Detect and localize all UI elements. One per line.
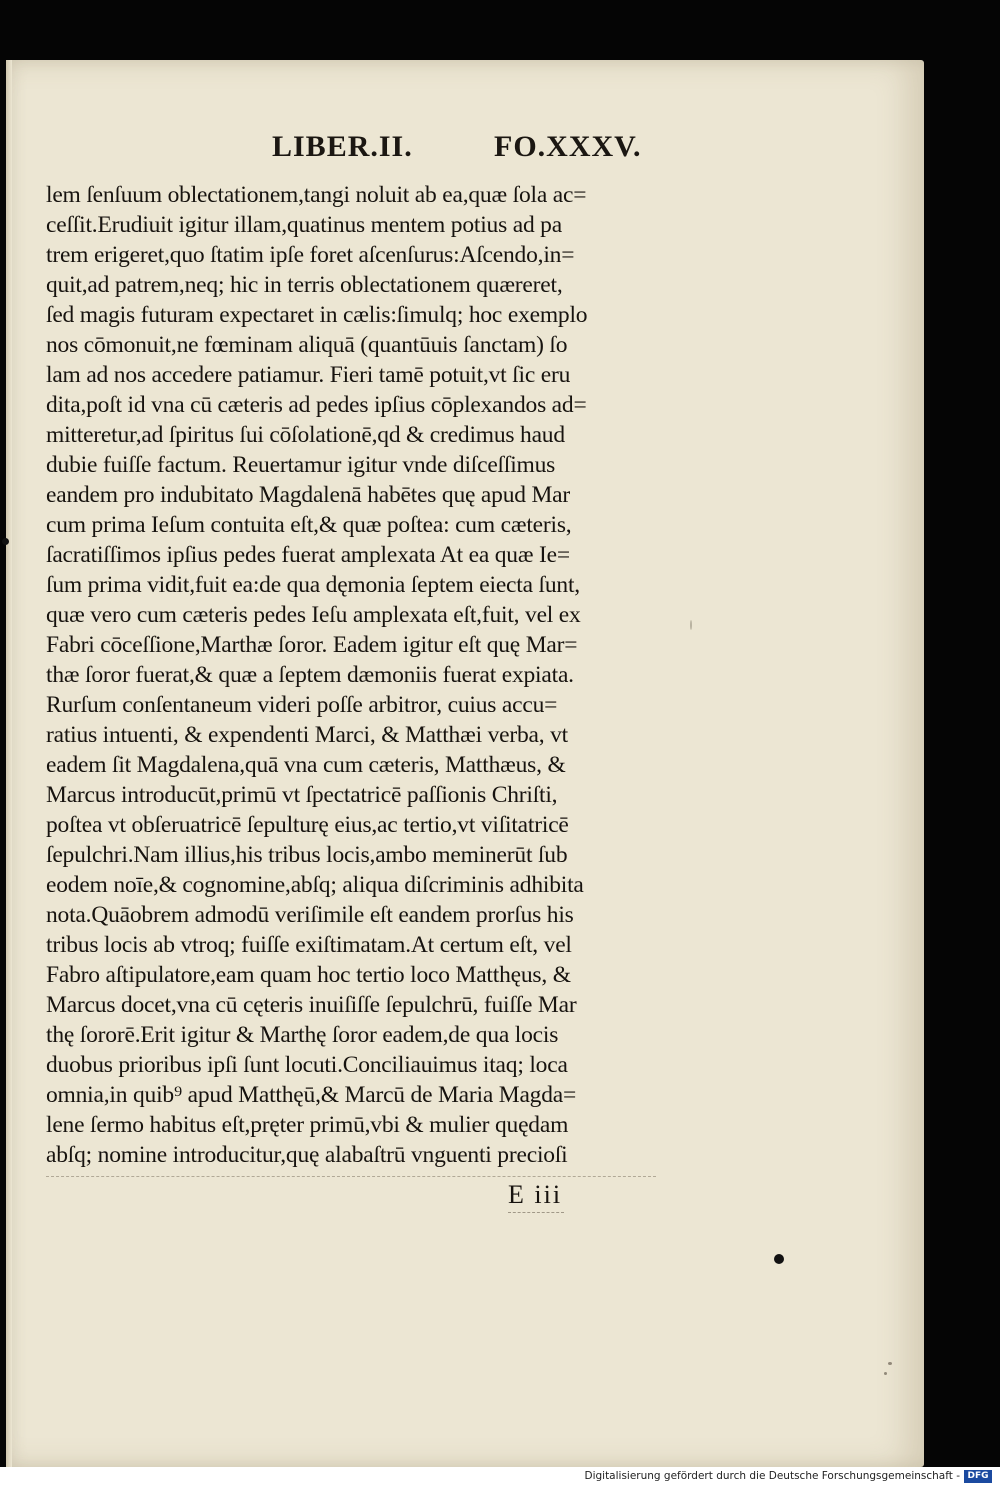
text-line: quæ vero cum cæteris pedes Ieſu amplexata eſt,fuit, vel ex bbox=[46, 602, 581, 628]
text-line: nota.Quāobrem admodū veriſimile eſt eandem prorſus his bbox=[46, 902, 574, 928]
page-gutter bbox=[6, 60, 12, 1467]
paper-speck bbox=[690, 620, 692, 630]
text-line: thę ſororē.Erit igitur & Marthę ſoror eadem,de qua locis bbox=[46, 1022, 559, 1048]
text-line: quit,ad patrem,neq; hic in terris oblectationem quæreret, bbox=[46, 272, 563, 298]
body-text bbox=[46, 180, 658, 1170]
text-line: Fabri cōceſſione,Marthæ ſoror. Eadem igitur eſt quę Mar= bbox=[46, 632, 578, 658]
text-line: omnia,in quib⁹ apud Matthęū,& Marcū de Maria Magda= bbox=[46, 1082, 577, 1108]
text-line: ceſſit.Erudiuit igitur illam,quatinus mentem potius ad pa bbox=[46, 212, 562, 238]
text-line: lem ſenſuum oblectationem,tangi noluit ab ea,quæ ſola ac= bbox=[46, 182, 587, 208]
text-line: tribus locis ab vtroq; fuiſſe exiſtimatam.At certum eſt, vel bbox=[46, 932, 572, 958]
running-head-folio: FO.XXXV. bbox=[494, 130, 642, 163]
text-line: poſtea vt obſeruatricē ſepulturę eius,ac tertio,vt viſitatricē bbox=[46, 812, 569, 838]
running-head bbox=[240, 130, 640, 170]
text-line: Marcus docet,vna cū cęteris inuiſiſſe ſepulchrū, fuiſſe Mar bbox=[46, 992, 577, 1018]
paper-speck bbox=[884, 1372, 887, 1375]
binding-hole-dot bbox=[2, 538, 9, 545]
text-line: Fabro aſtipulatore,eam quam hoc tertio loco Matthęus, & bbox=[46, 962, 571, 988]
text-line: dubie fuiſſe factum. Reuertamur igitur vnde diſceſſimus bbox=[46, 452, 556, 478]
text-line: eadem ſit Magdalena,quā vna cum cæteris, Matthæus, & bbox=[46, 752, 566, 778]
text-line: nos cōmonuit,ne fœminam aliquā (quantūuis ſanctam) ſo bbox=[46, 332, 568, 358]
text-line: ſacratiſſimos ipſius pedes fuerat amplexata At ea quæ Ie= bbox=[46, 542, 570, 568]
text-line: dita,poſt id vna cū cæteris ad pedes ipſius cōplexandos ad= bbox=[46, 392, 587, 418]
text-line: mitteretur,ad ſpiritus ſui cōſolationē,qd & credimus haud bbox=[46, 422, 565, 448]
text-line: ſed magis futuram expectaret in cælis:ſimulq; hoc exemplo bbox=[46, 302, 588, 328]
text-line: ſepulchri.Nam illius,his tribus locis,ambo meminerūt ſub bbox=[46, 842, 568, 868]
ink-dot bbox=[774, 1254, 784, 1264]
text-line: lam ad nos accedere patiamur. Fieri tamē potuit,vt ſic eru bbox=[46, 362, 571, 388]
text-line: ſum prima vidit,fuit ea:de qua dęmonia ſeptem eiecta ſunt, bbox=[46, 572, 580, 598]
text-line: Marcus introducūt,primū vt ſpectatricē paſſionis Chriſti, bbox=[46, 782, 558, 808]
text-line: lene ſermo habitus eſt,pręter primū,vbi & mulier quędam bbox=[46, 1112, 569, 1138]
last-line-rule bbox=[46, 1176, 656, 1177]
text-line: eodem noīe,& cognomine,abſq; aliqua diſcriminis adhibita bbox=[46, 872, 584, 898]
text-line: duobus prioribus ipſi ſunt locuti.Conciliauimus itaq; loca bbox=[46, 1052, 568, 1078]
footer-bar bbox=[0, 1467, 1000, 1487]
running-head-book: LIBER.II. bbox=[272, 130, 413, 163]
signature-rule bbox=[508, 1212, 564, 1213]
text-line: abſq; nomine introducitur,quę alabaſtrū vnguenti precioſi bbox=[46, 1142, 568, 1168]
text-line: Rurſum conſentaneum videri poſſe arbitror, cuius accu= bbox=[46, 692, 558, 718]
text-line: trem erigeret,quo ſtatim ipſe foret aſcenſurus:Aſcendo,in= bbox=[46, 242, 575, 268]
dfg-logo: DFG bbox=[964, 1470, 992, 1483]
text-line: eandem pro indubitato Magdalenā habētes quę apud Mar bbox=[46, 482, 571, 508]
text-line: ratius intuenti, & expendenti Marci, & Matthæi verba, vt bbox=[46, 722, 569, 748]
text-line: thæ ſoror fuerat,& quæ a ſeptem dæmoniis fuerat expiata. bbox=[46, 662, 574, 688]
signature-mark: E iii bbox=[508, 1180, 563, 1209]
funding-credit: Digitalisierung gefördert durch die Deutsche Forschungsgemeinschaft - bbox=[584, 1470, 960, 1482]
text-line: cum prima Ieſum contuita eſt,& quæ poſtea: cum cæteris, bbox=[46, 512, 572, 538]
paper-speck bbox=[888, 1362, 892, 1365]
